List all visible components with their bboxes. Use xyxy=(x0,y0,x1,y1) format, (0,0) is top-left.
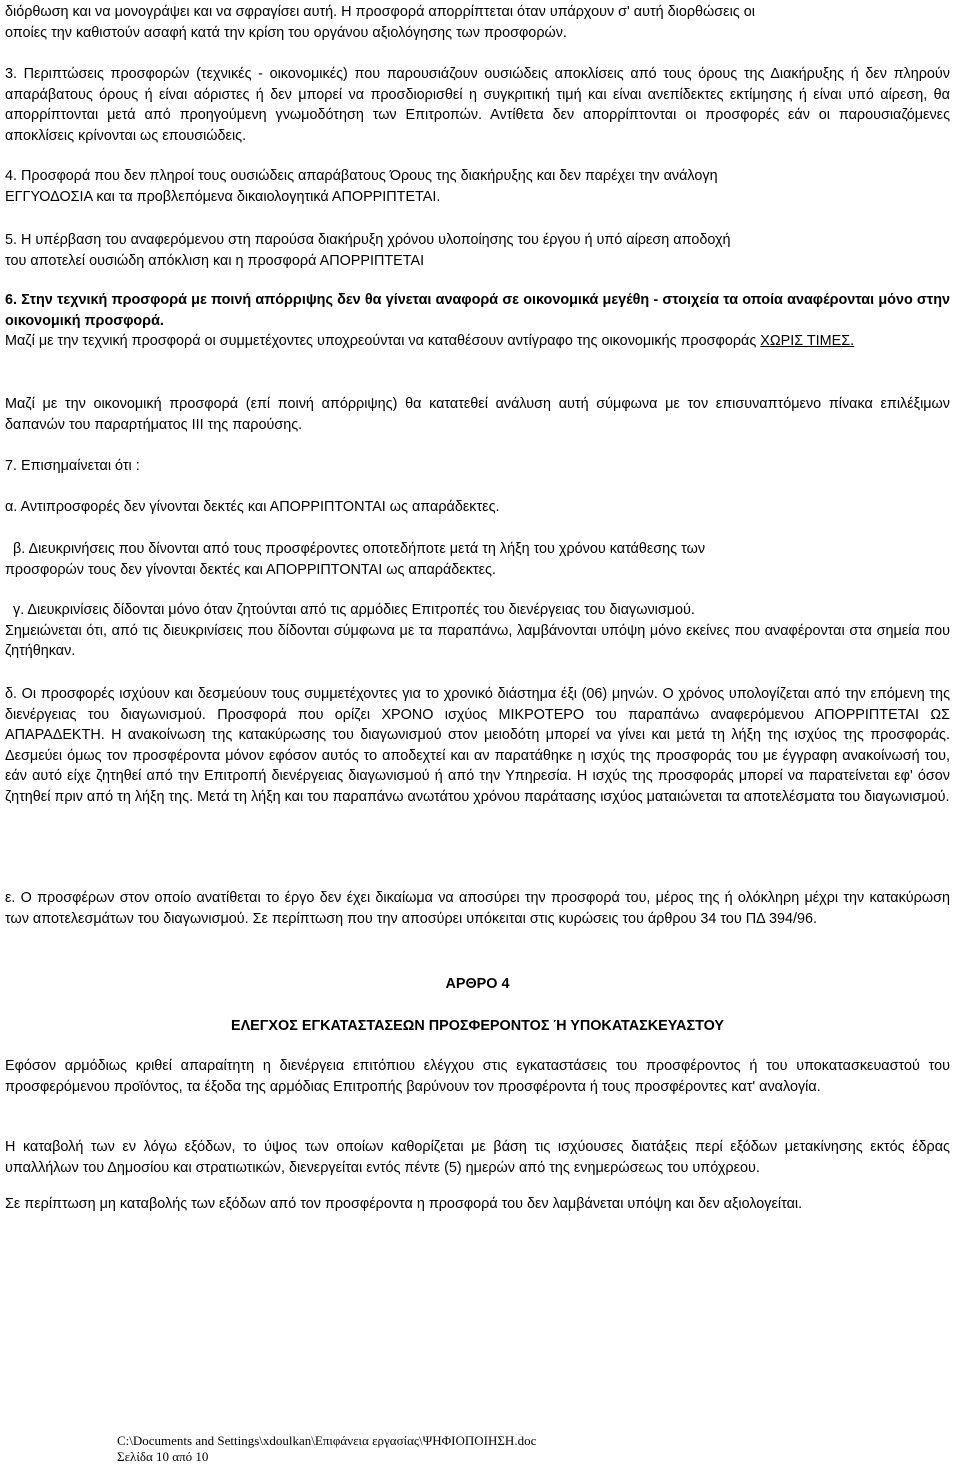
item-6-bold-text: 6. Στην τεχνική προσφορά με ποινή απόρριψης δεν θα γίνεται αναφορά σε οικονομικά μεγέθη - στοιχεία τα οποία αναφέρονται μόνο στην οικονομική προσφορά. xyxy=(5,292,950,329)
footer-file-path: C:\Documents and Settings\xdoulkan\Επιφάνεια εργασίας\ΨΗΦΙΟΠΟΙΗΣΗ.doc xyxy=(117,1433,537,1448)
item-7-text: 7. Επισημαίνεται ότι : xyxy=(5,458,140,474)
page-footer xyxy=(117,1433,536,1465)
item-d-text: δ. Οι προσφορές ισχύουν και δεσμεύουν τους συμμετέχοντες για το χρονικό διάστημα έξι (06) μηνών. Ο χρόνος υπολογίζεται από την επόμενη της διενέργειας του διαγωνισμού. Προσφορά που ορίζει ΧΡΟΝΟ ισχύος ΜΙΚΡΟΤΕΡΟ του παραπάνω αναφερόμενου ΑΠΟΡΡΙΠΤΕΤΑΙ ΩΣ ΑΠΑΡΑΔΕΚΤΗ. Η ανακοίνωση της κατακύρωσης του διαγωνισμού στον μειοδότη μπορεί να γίνει και μετά τη λήξη της ισχύος της προσφοράς. Δεσμεύει όμως τον προσφέροντα μόνον εφόσον αυτός το αποδεχτεί και αν παρατάθηκε η ισχύς της προσφοράς του με έγγραφη ανακοίνωσή του, εάν αυτό είχε ζητηθεί από την Επιτροπή διενέργειας διαγωνισμού ή από την Υπηρεσία. Η ισχύς της προσφοράς μπορεί να παρατείνεται εφ' όσον ζητηθεί πριν από τη λήξη της. Μετά τη λήξη και του παραπάνω ανωτάτου χρόνου παράτασης ισχύος ματαιώνεται τα αποτελέσματα του διαγωνισμού. xyxy=(5,686,950,805)
intro-paragraph xyxy=(5,2,950,43)
item-b-line-2: προσφορών τους δεν γίνονται δεκτές και ΑΠΟΡΡΙΠΤΟΝΤΑΙ ως απαράδεκτες. xyxy=(5,561,496,578)
article-title-block xyxy=(5,974,950,995)
article-paragraph-3-text: Σε περίπτωση μη καταβολής των εξόδων από τον προσφέροντα η προσφορά του δεν λαμβάνεται υπόψη και δεν αξιολογείται. xyxy=(5,1196,803,1212)
item-7-heading xyxy=(5,456,950,477)
item-6-paragraph xyxy=(5,290,950,352)
item-e-text: ε. Ο προσφέρων στον οποίο ανατίθεται το έργο δεν έχει δικαίωμα να αποσύρει την προσφορά του, μέρος της ή ολόκληρη μέχρι την κατακύρωση των αποτελεσμάτων του διαγωνισμού. Σε περίπτωση που την αποσύρει υπόκειται στις κυρώσεις του άρθρου 34 του ΠΔ 394/96. xyxy=(5,890,950,927)
item-5-paragraph xyxy=(5,230,950,271)
item-a-paragraph xyxy=(5,497,950,518)
article-paragraph-3 xyxy=(5,1194,950,1215)
item-5-line-2: του αποτελεί ουσιώδη απόκλιση και η προσφορά ΑΠΟΡΡΙΠΤΕΤΑΙ xyxy=(5,252,425,269)
item-6-text xyxy=(5,331,950,352)
item-6-normal: Μαζί με την τεχνική προσφορά οι συμμετέχοντες υποχρεούνται να καταθέσουν αντίγραφο της οικονομικής προσφοράς xyxy=(5,333,757,350)
item-c-paragraph xyxy=(5,600,950,662)
item-d-paragraph xyxy=(5,684,950,808)
item-a-text: α. Αντιπροσφορές δεν γίνονται δεκτές και ΑΠΟΡΡΙΠΤΟΝΤΑΙ ως απαράδεκτες. xyxy=(5,499,500,515)
analysis-text: Μαζί με την οικονομική προσφορά (επί ποινή απόρριψης) θα κατατεθεί ανάλυση αυτή σύμφωνα με τον επισυναπτόμενο πίνακα επιλέξιμων δαπανών του παραρτήματος ΙΙΙ της παρούσης. xyxy=(5,396,950,433)
analysis-paragraph xyxy=(5,394,950,435)
footer-page-number: Σελίδα 10 από 10 xyxy=(117,1449,209,1464)
item-4-paragraph xyxy=(5,166,950,207)
article-paragraph-2-text: Η καταβολή των εν λόγω εξόδων, το ύψος των οποίων καθορίζεται με βάση τις ισχύουσες διατάξεις περί εξόδων μετακίνησης εκτός έδρας υπαλλήλων του Δημοσίου και στρατιωτικών, διενεργείται εντός πέντε (5) ημερών από της ενημερώσεως του υπόχρεου. xyxy=(5,1139,950,1176)
item-6-underlined: ΧΩΡΙΣ ΤΙΜΕΣ. xyxy=(760,333,855,350)
item-3-text: 3. Περιπτώσεις προσφορών (τεχνικές - οικονομικές) που παρουσιάζουν ουσιώδεις αποκλίσεις από τους όρους της Διακήρυξης ή δεν πληρούν απαράβατους όρους ή είναι αόριστες ή δεν μπορεί να προσδιορισθεί η συγκριτική τιμή και είναι ανεπίδεκτες εκτίμησης ή είναι υπό αίρεση, θα απορρίπτονται μετά από προηγούμενη γνωμοδότηση των Επιτροπών. Αντίθετα δεν απορρίπτονται οι προσφορές εάν οι παρουσιαζόμενες αποκλίσεις κρίνονται ως επουσιώδεις. xyxy=(5,66,950,144)
intro-line-2: οποίες την καθιστούν ασαφή κατά την κρίση του οργάνου αξιολόγησης των προσφορών. xyxy=(5,24,567,41)
item-4-line-2: ΕΓΓΥΟΔΟΣΙΑ και τα προβλεπόμενα δικαιολογητικά ΑΠΟΡΡΙΠΤΕΤΑΙ. xyxy=(5,188,441,205)
item-c-rest: Σημειώνεται ότι, από τις διευκρινίσεις που δίδονται σύμφωνα με τα παραπάνω, λαμβάνονται υπόψη μόνο εκείνες που αναφέρονται στα σημεία που ζητήθηκαν. xyxy=(5,622,950,660)
item-c-line-1 xyxy=(5,600,950,621)
item-c-line-1-text: γ. Διευκρινίσεις δίδονται μόνο όταν ζητούνται από τις αρμόδιες Επιτροπές του διενέργειας του διαγωνισμού. xyxy=(13,602,695,618)
article-subtitle: ΕΛΕΓΧΟΣ ΕΓΚΑΤΑΣΤΑΣΕΩΝ ΠΡΟΣΦΕΡΟΝΤΟΣ Ή ΥΠΟΚΑΤΑΣΚΕΥΑΣΤΟΥ xyxy=(230,1018,725,1034)
item-b-paragraph xyxy=(5,539,950,580)
article-subtitle-block xyxy=(5,1016,950,1037)
item-e-paragraph xyxy=(5,888,950,929)
article-paragraph-2 xyxy=(5,1137,950,1178)
intro-line-1: διόρθωση και να μονογράψει και να σφραγίσει αυτή. Η προσφορά απορρίπτεται όταν υπάρχουν σ' αυτή διορθώσεις οι xyxy=(5,4,755,20)
item-b-line-1 xyxy=(5,539,950,560)
article-title: ΑΡΘΡΟ 4 xyxy=(445,976,510,992)
article-paragraph-1 xyxy=(5,1056,950,1097)
item-3-paragraph xyxy=(5,64,950,146)
article-paragraph-1-text: Εφόσον αρμόδιως κριθεί απαραίτητη η διενέργεια επιτόπιου ελέγχου στις εγκαταστάσεις του προσφέροντος ή του υποκατασκευαστού του προσφερόμενου προϊόντος, τα έξοδα της αρμόδιας Επιτροπής βαρύνουν τον προσφέροντα ή τους προσφέροντες κατ' αναλογία. xyxy=(5,1058,950,1095)
item-5-line-1: 5. Η υπέρβαση του αναφερόμενου στη παρούσα διακήρυξη χρόνου υλοποίησης του έργου ή υπό αίρεση αποδοχή xyxy=(5,232,731,248)
item-4-line-1: 4. Προσφορά που δεν πληροί τους ουσιώδεις απαράβατους Όρους της διακήρυξης και δεν παρέχει την ανάλογη xyxy=(5,168,718,184)
item-b-line-1-text: β. Διευκρινήσεις που δίνονται από τους προσφέροντες οποτεδήποτε μετά τη λήξη του χρόνου κατάθεσης των xyxy=(13,541,706,557)
